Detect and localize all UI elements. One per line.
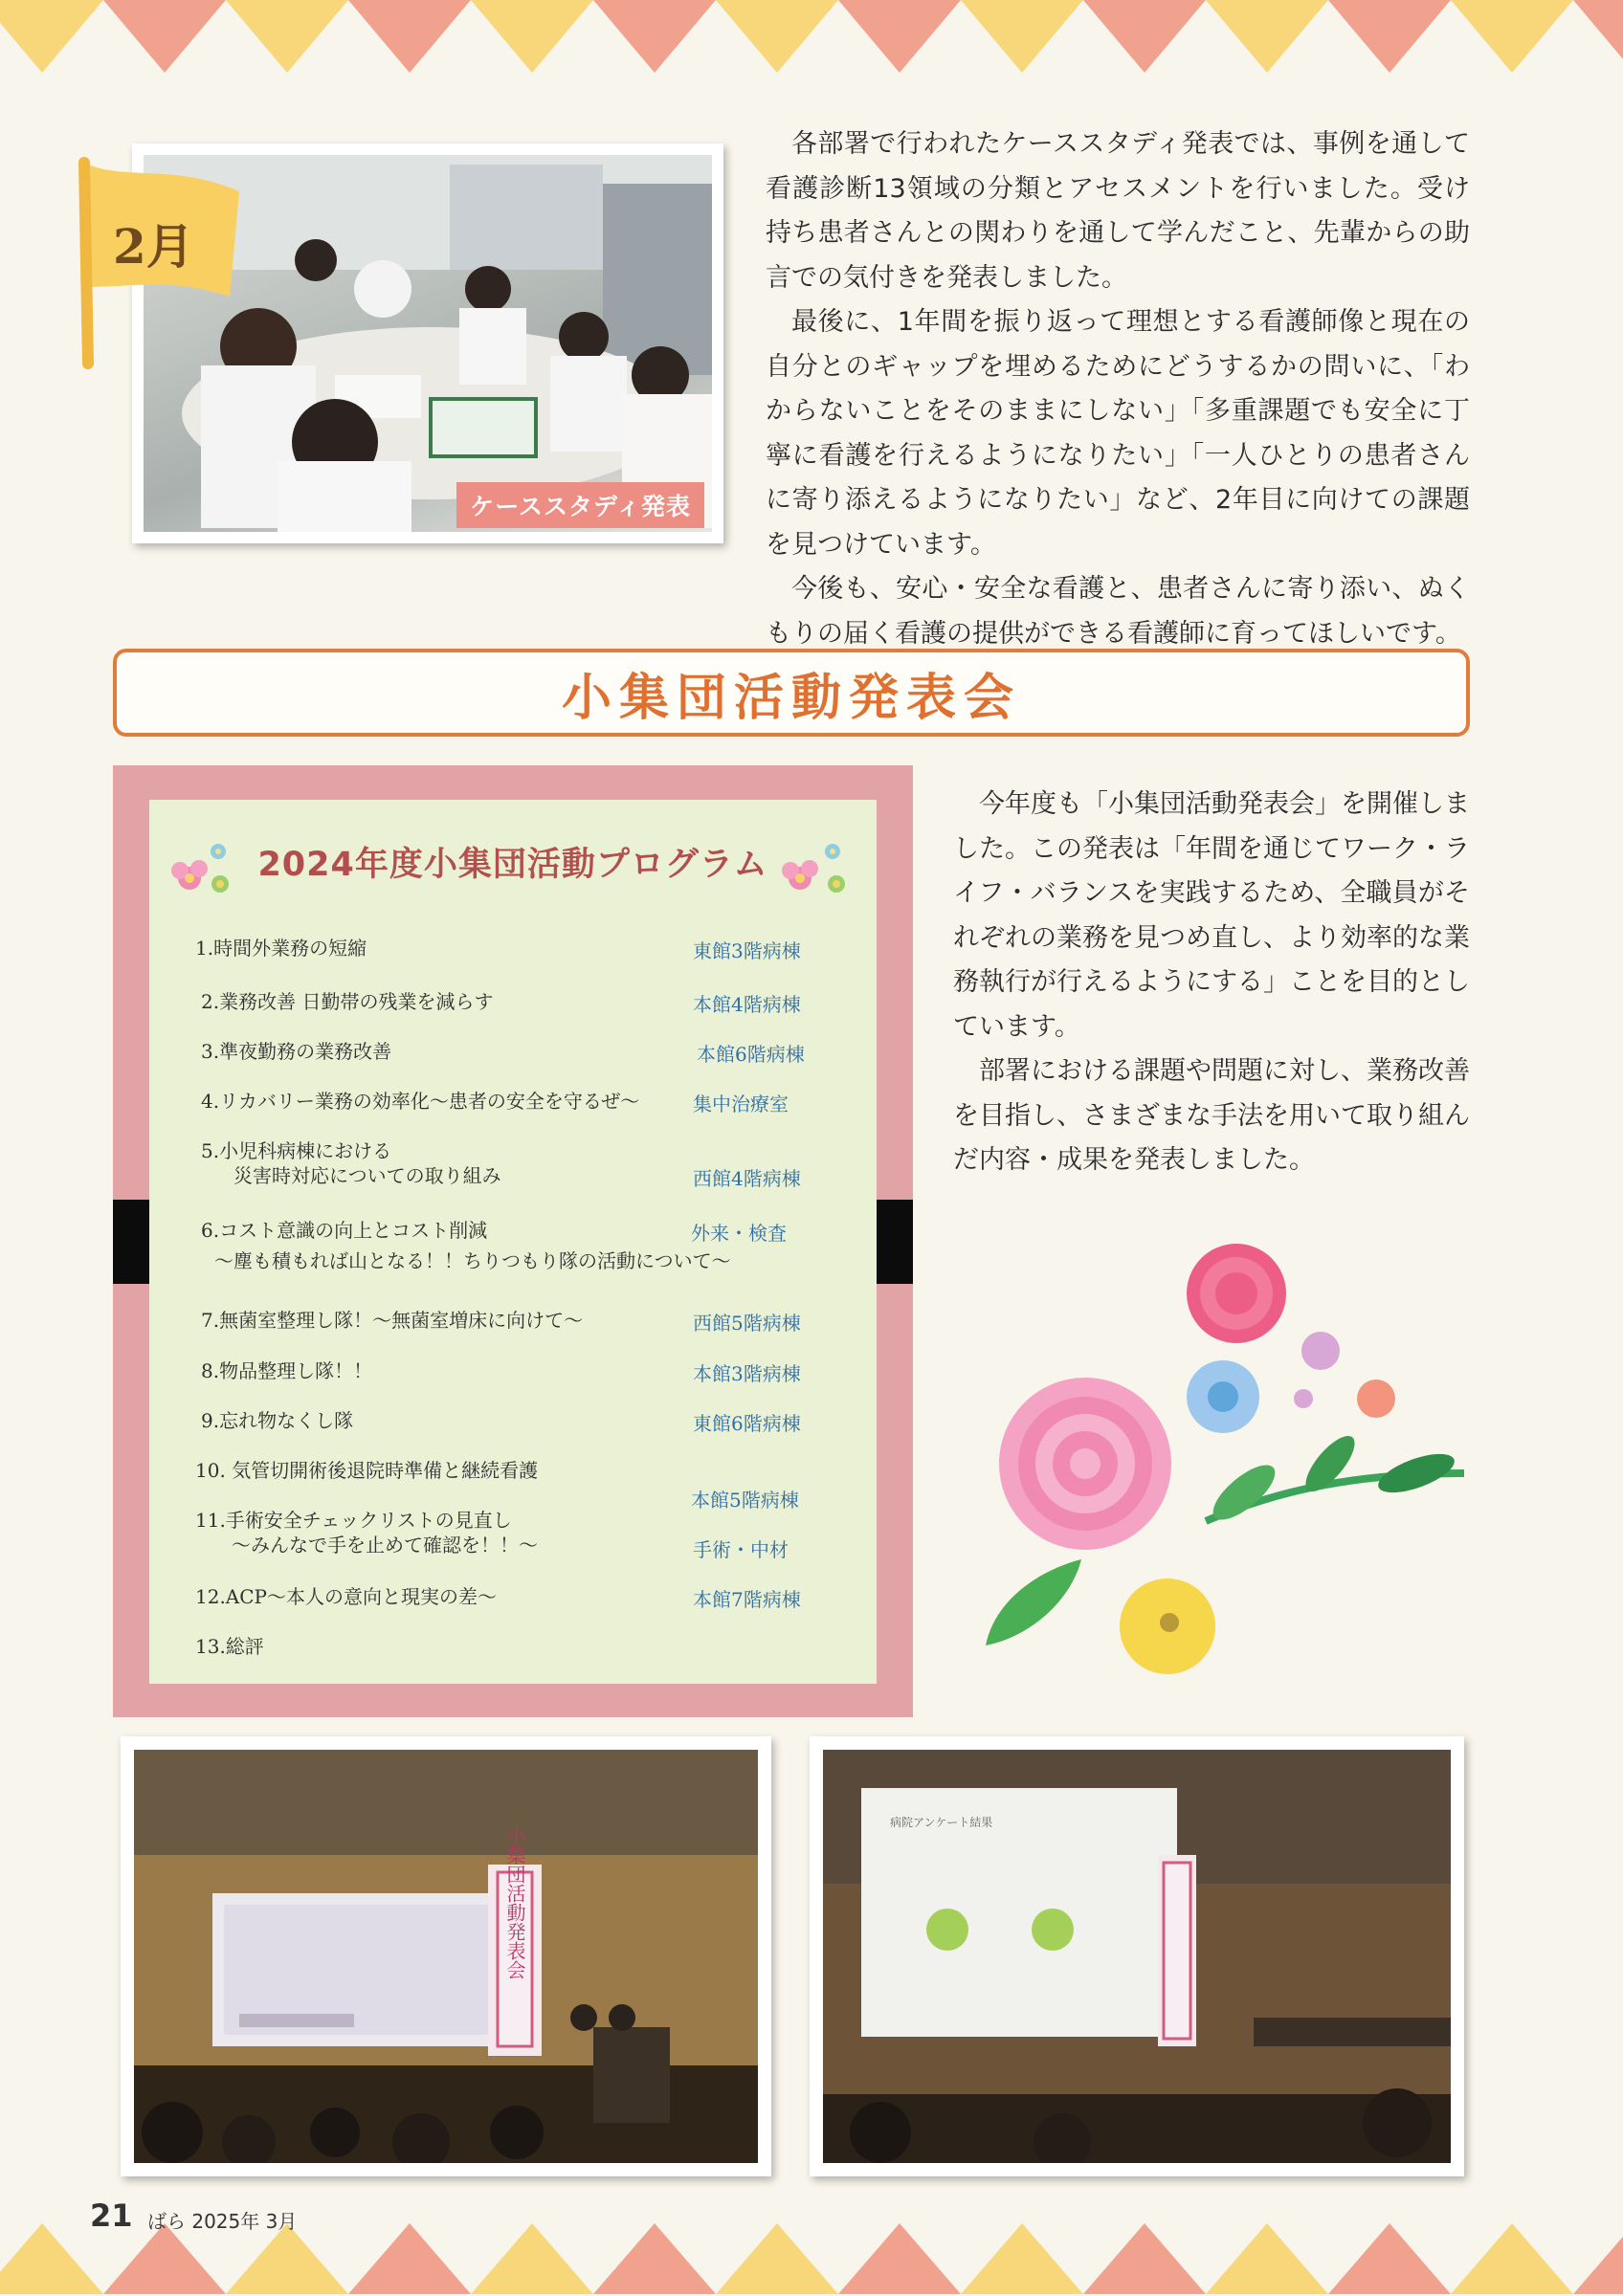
program-item: 1.時間外業務の短縮 bbox=[195, 937, 367, 960]
presentation-photo-right bbox=[810, 1736, 1464, 2176]
program-item: 8.物品整理し隊！！ bbox=[201, 1359, 373, 1382]
zigzag-triangle bbox=[1573, 0, 1623, 73]
section-title-box bbox=[113, 649, 1470, 737]
program-item: 9.忘れ物なくし隊 bbox=[201, 1409, 354, 1432]
presentation-photo-left bbox=[121, 1736, 771, 2176]
zigzag-triangle bbox=[0, 0, 103, 73]
zigzag-triangle bbox=[0, 2223, 103, 2294]
paragraph: 部署における課題や問題に対し、業務改善を目指し、さまざまな手法を用いて取り組んだ内容・成果を発表しました。 bbox=[953, 1056, 1470, 1175]
program-item: 10. 気管切開術後退院時準備と継続看護 bbox=[195, 1459, 539, 1482]
zigzag-triangle bbox=[716, 2223, 838, 2294]
top-body-text bbox=[766, 122, 1470, 656]
program-item: 13.総評 bbox=[195, 1635, 264, 1658]
program-item: 7.無菌室整理し隊！～無菌室増床に向けて～ bbox=[201, 1309, 584, 1332]
photo-caption: ケーススタディ発表 bbox=[456, 482, 704, 528]
zigzag-triangle bbox=[961, 0, 1083, 73]
section-title: 小集団活動発表会 bbox=[561, 668, 1021, 727]
zigzag-triangle bbox=[1206, 2223, 1328, 2294]
board-side-mark bbox=[113, 1200, 149, 1284]
paragraph: 最後に、1年間を振り返って理想とする看護師像と現在の自分とのギャップを埋めるためにどうするかの問いに、「わからないことをそのままにしない」「多重課題でも安全に丁寧に看護を行えるようになりたい」「一人ひとりの患者さんに寄り添えるようになりたい」など、2年目に向けての課題を見つけています。 bbox=[766, 307, 1470, 560]
zigzag-triangle bbox=[716, 0, 838, 73]
paragraph: 各部署で行われたケーススタディ発表では、事例を通して看護診断13領域の分類とアセスメントを行いました。受け持ち患者さんとの関わりを通して学んだこと、先輩からの助言での気付きを発表しました。 bbox=[766, 129, 1470, 293]
zigzag-triangle bbox=[103, 0, 226, 73]
program-item-dept: 手術・中材 bbox=[693, 1538, 789, 1561]
program-item: 3.準夜勤務の業務改善 bbox=[201, 1040, 392, 1063]
program-item: 6.コスト意識の向上とコスト削減 ～塵も積もれば山となる！！ちりつもり隊の活動について～ bbox=[201, 1219, 731, 1272]
zigzag-triangle bbox=[593, 0, 716, 73]
program-item-dept: 本館4階病棟 bbox=[693, 993, 801, 1016]
top-zigzag-border bbox=[0, 0, 1623, 77]
program-item-dept: 東館3階病棟 bbox=[693, 939, 801, 962]
program-item: 12.ACP～本人の意向と現実の差～ bbox=[195, 1585, 498, 1608]
program-item-dept: 本館5階病棟 bbox=[691, 1489, 799, 1512]
zigzag-triangle bbox=[838, 0, 961, 73]
month-label: 2月 bbox=[113, 218, 194, 275]
page-number: 21 bbox=[90, 2197, 133, 2234]
program-item-dept: 東館6階病棟 bbox=[693, 1412, 801, 1435]
program-item-dept: 本館6階病棟 bbox=[697, 1043, 805, 1066]
program-item-dept: 集中治療室 bbox=[693, 1093, 789, 1115]
zigzag-triangle bbox=[838, 2223, 961, 2294]
section-body-text bbox=[953, 783, 1470, 1183]
program-title: 2024年度小集団活動プログラム bbox=[257, 846, 768, 884]
banner-text: 小集団活動発表会 bbox=[503, 1826, 526, 1979]
zigzag-triangle bbox=[471, 2223, 593, 2294]
program-item-dept: 本館3階病棟 bbox=[693, 1362, 801, 1385]
zigzag-triangle bbox=[471, 0, 593, 73]
paragraph: 今後も、安心・安全な看護と、患者さんに寄り添い、ぬくもりの届く看護の提供ができる看護師に育ってほしいです。 bbox=[766, 574, 1470, 649]
program-item: 5.小児科病棟における 災害時対応についての取り組み bbox=[201, 1139, 501, 1187]
zigzag-triangle bbox=[961, 2223, 1083, 2294]
zigzag-triangle bbox=[593, 2223, 716, 2294]
paragraph: 今年度も「小集団活動発表会」を開催しました。この発表は「年間を通じてワーク・ライフ・バランスを実践するため、全職員がそれぞれの業務を見つめ直し、より効率的な業務執行が行えるようにする」ことを目的としています。 bbox=[953, 789, 1470, 1042]
screen-title: 病院アンケート結果 bbox=[890, 1816, 993, 1829]
program-item: 11.手術安全チェックリストの見直し ～みんなで手を止めて確認を！！～ bbox=[195, 1509, 538, 1556]
zigzag-triangle bbox=[226, 0, 348, 73]
publication-info: ばら 2025年 3月 bbox=[147, 2210, 298, 2233]
zigzag-triangle bbox=[1328, 2223, 1451, 2294]
board-side-mark bbox=[877, 1200, 913, 1284]
flower-illustration-icon bbox=[967, 1234, 1483, 1674]
zigzag-triangle bbox=[1328, 0, 1451, 73]
zigzag-triangle bbox=[226, 2223, 348, 2294]
program-item-dept: 西館4階病棟 bbox=[693, 1167, 801, 1190]
program-item-dept: 西館5階病棟 bbox=[693, 1312, 801, 1335]
zigzag-triangle bbox=[1083, 2223, 1206, 2294]
zigzag-triangle bbox=[1206, 0, 1328, 73]
zigzag-triangle bbox=[1451, 0, 1573, 73]
program-item: 4.リカバリー業務の効率化～患者の安全を守るぜ～ bbox=[201, 1090, 640, 1113]
program-item: 2.業務改善 日勤帯の残業を減らす bbox=[201, 990, 494, 1013]
zigzag-triangle bbox=[1573, 2223, 1623, 2294]
zigzag-triangle bbox=[348, 0, 471, 73]
program-item-dept: 本館7階病棟 bbox=[693, 1588, 801, 1611]
zigzag-triangle bbox=[103, 2223, 226, 2294]
zigzag-triangle bbox=[1451, 2223, 1573, 2294]
zigzag-triangle bbox=[1083, 0, 1206, 73]
program-item-dept: 外来・検査 bbox=[691, 1222, 787, 1245]
zigzag-triangle bbox=[348, 2223, 471, 2294]
